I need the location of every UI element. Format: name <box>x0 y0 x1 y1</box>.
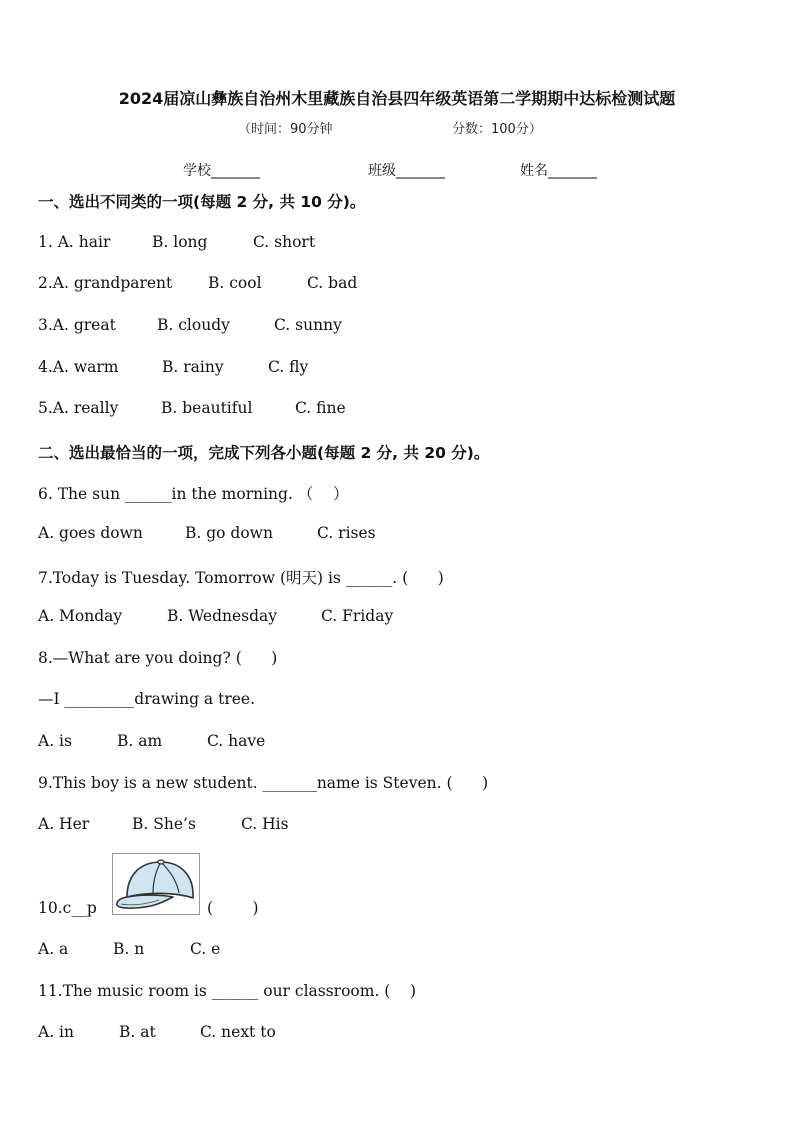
option-a: 5.A. really <box>38 399 119 417</box>
question-8-stem: 8.—What are you doing? ( ) <box>38 649 278 667</box>
option-b: B. am <box>117 732 163 750</box>
class-field: 班级_______ <box>368 163 445 179</box>
option-b: B. Wednesday <box>167 607 278 625</box>
option-b: B. cloudy <box>157 316 230 334</box>
option-c: C. next to <box>200 1023 276 1041</box>
option-a: A. Monday <box>38 607 123 625</box>
option-c: C. Friday <box>321 607 394 625</box>
option-c: C. e <box>190 940 221 958</box>
option-b: B. cool <box>208 274 262 292</box>
option-c: C. fly <box>268 358 309 376</box>
option-a: 3.A. great <box>38 316 116 334</box>
question-10-answer-paren: ( ) <box>207 899 259 917</box>
section-2-heading: 二、选出最恰当的一项，完成下列各小题(每题 2 分, 共 20 分)。 <box>38 444 490 462</box>
question-9-stem: 9.This boy is a new student. _______name is Steven. ( ) <box>38 774 489 792</box>
exam-score: 分数：100分） <box>452 122 542 137</box>
option-c: C. have <box>207 732 266 750</box>
option-a: A. goes down <box>38 524 143 542</box>
option-b: B. rainy <box>162 358 224 376</box>
option-c: C. rises <box>317 524 376 542</box>
question-7-stem: 7.Today is Tuesday. Tomorrow (明天) is ______. ( ) <box>38 569 444 587</box>
question-8-line2: —I _________drawing a tree. <box>38 690 256 708</box>
page-title: 2024届凉山彝族自治州木里藏族自治县四年级英语第二学期期中达标检测试题 <box>118 89 676 108</box>
option-a: A. a <box>38 940 69 958</box>
option-a: 2.A. grandparent <box>38 274 173 292</box>
option-a: A. is <box>38 732 72 750</box>
option-b: B. long <box>152 233 208 251</box>
option-a: 1. A. hair <box>38 233 111 251</box>
option-b: B. beautiful <box>161 399 253 417</box>
option-b: B. n <box>113 940 145 958</box>
baseball-cap-icon <box>112 853 200 915</box>
option-c: C. sunny <box>274 316 342 334</box>
section-1-heading: 一、选出不同类的一项(每题 2 分, 共 10 分)。 <box>38 193 366 211</box>
option-c: C. fine <box>295 399 346 417</box>
option-a: 4.A. warm <box>38 358 119 376</box>
question-6-stem: 6. The sun ______in the morning. （ ） <box>38 485 349 503</box>
school-field: 学校_______ <box>183 163 260 179</box>
option-c: C. bad <box>307 274 358 292</box>
exam-time: （时间：90分钟 <box>238 122 333 137</box>
question-10-stem: 10.c__p <box>38 899 97 917</box>
option-c: C. short <box>253 233 316 251</box>
option-b: B. She’s <box>132 815 196 833</box>
question-11-stem: 11.The music room is ______ our classroom. ( ) <box>38 982 417 1000</box>
option-a: A. Her <box>38 815 90 833</box>
option-b: B. at <box>119 1023 156 1041</box>
name-field: 姓名_______ <box>520 163 597 179</box>
option-b: B. go down <box>185 524 273 542</box>
option-a: A. in <box>38 1023 74 1041</box>
option-c: C. His <box>241 815 289 833</box>
